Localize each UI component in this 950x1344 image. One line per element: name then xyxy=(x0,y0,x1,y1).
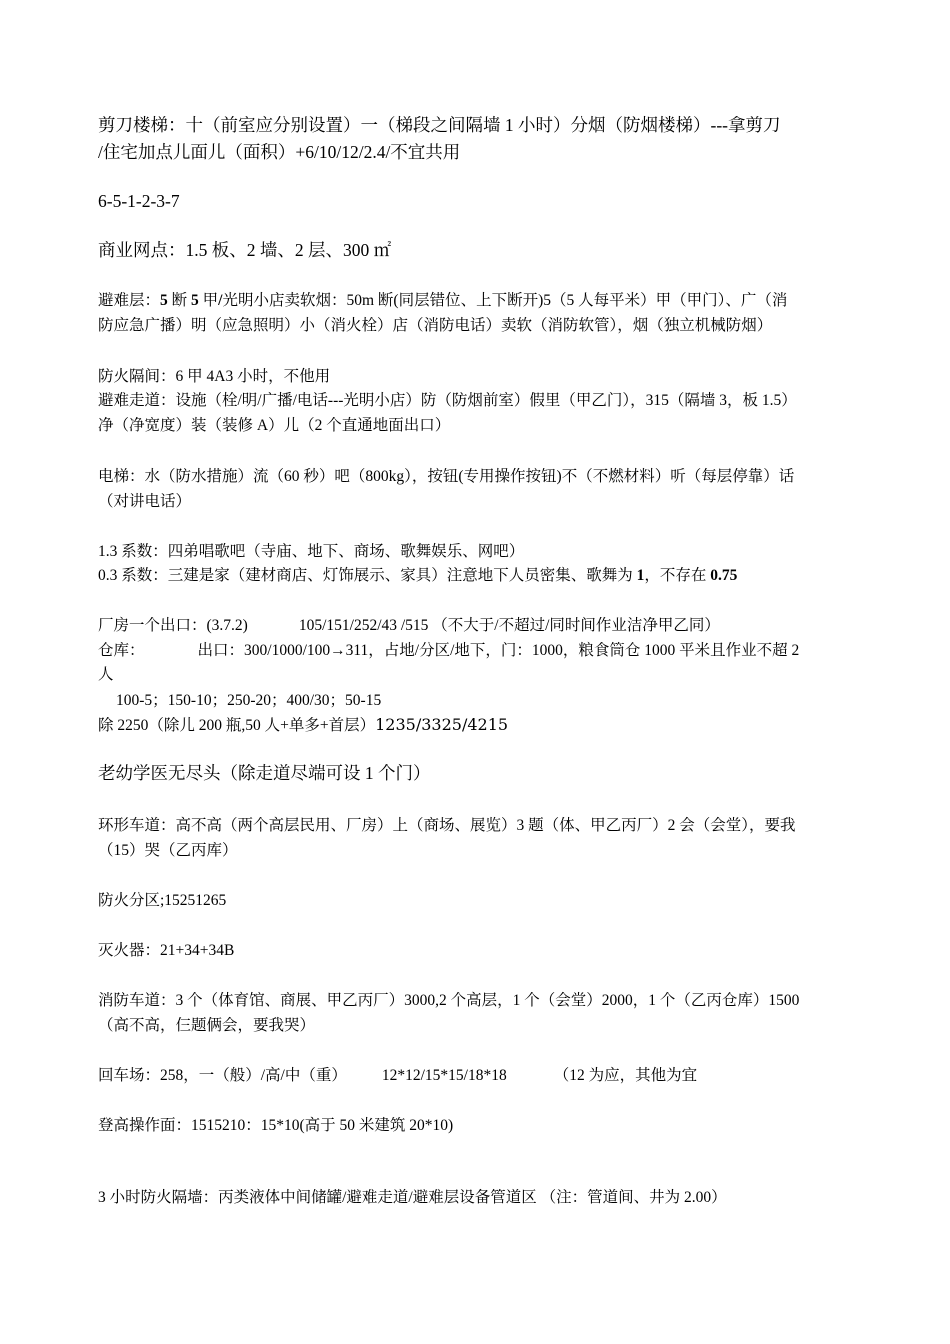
warehouse-line-cont: 人 xyxy=(98,666,114,683)
refuge-floor-bold-5a: 5 xyxy=(160,292,168,309)
warehouse-except-line xyxy=(98,717,508,734)
three-hour-wall-line: 3 小时防火隔墙：丙类液体中间储罐/避难走道/避难层设备管道区 （注：管道间、井为 2.00） xyxy=(98,1189,727,1206)
coefficient-0-3-bold-1: 1 xyxy=(636,567,645,584)
aerial-operation-line: 登高操作面：1515210：15*10(高于 50 米建筑 20*10) xyxy=(98,1117,454,1134)
factory-exit-line xyxy=(98,618,720,634)
refuge-floor-text-c: 光明小店卖软烟：50m 断(同层错位、上下断开)5（5 人每平米）甲（甲门）、广（消 xyxy=(222,292,788,309)
refuge-corridor-line-2: 净（净宽度）装（装修 A）儿（2 个直通地面出口） xyxy=(98,417,451,434)
elderly-school-hospital-line: 老幼学医无尽头（除走道尽端可设 1 个门） xyxy=(98,763,431,783)
refuge-floor-text-b: 甲 xyxy=(198,292,219,309)
refuge-floor-bold-5b: 5 xyxy=(191,292,199,309)
factory-exit-values: 105/151/252/43 /515 （不大于/不超过/同时间作业洁净甲乙同） xyxy=(298,617,720,634)
warehouse-line xyxy=(98,643,799,659)
refuge-floor-label: 避难层： xyxy=(98,292,161,309)
fire-lane-line-2: （高不高，仨题俩会，要我哭） xyxy=(98,1017,316,1034)
coefficient-0-3-text-b: ，不存在 xyxy=(644,567,711,584)
commercial-outlet-line: 商业网点：1.5 板、2 墙、2 层、300 ㎡ xyxy=(98,240,392,260)
warehouse-except-codes: 1235/3325/4215 xyxy=(375,715,509,734)
turnaround-text: 回车场：258，一（般）/高/中（重） xyxy=(98,1067,347,1084)
scissor-stair-line-2: /住宅加点儿面儿（面积）+6/10/12/2.4/不宜共用 xyxy=(98,142,461,162)
warehouse-ratios-line: 100-5；150-10；250-20；400/30；50-15 xyxy=(116,692,382,709)
turnaround-line xyxy=(98,1068,697,1084)
fire-compartment-room-line: 防火隔间：6 甲 4A3 小时，不他用 xyxy=(98,368,331,385)
warehouse-label: 仓库： xyxy=(98,642,145,659)
turnaround-sizes: 12*12/15*15/18*18 xyxy=(381,1067,507,1084)
coefficient-0-3-text-a: 0.3 系数：三建是家（建材商店、灯饰展示、家具）注意地下人员密集、歌舞为 xyxy=(98,567,637,584)
fire-zone-line: 防火分区;15251265 xyxy=(98,892,227,909)
scissor-stair-line-1: 剪刀楼梯：十（前室应分别设置）一（梯段之间隔墙 1 小时）分烟（防烟楼梯）---拿剪刀 xyxy=(98,115,781,135)
refuge-floor-line-2: 防应急广播）明（应急照明）小（消火栓）店（消防电话）卖软（消防软管），烟（独立机械防烟） xyxy=(98,317,773,334)
fire-lane-line-1: 消防车道：3 个（体育馆、商展、甲乙丙厂）3000,2 个高层，1 个（会堂）2000，1 个（乙丙仓库）1500 xyxy=(98,992,800,1009)
turnaround-note: （12 为应，其他为宜 xyxy=(553,1067,698,1084)
coefficient-0-3-bold-075: 0.75 xyxy=(710,567,738,584)
ring-road-line-2: （15）哭（乙丙库） xyxy=(98,842,238,859)
factory-exit-label: 厂房一个出口：(3.7.2) xyxy=(98,617,248,634)
refuge-floor-line-1 xyxy=(98,293,787,309)
coefficient-0-3-line xyxy=(98,568,737,584)
sequence-line: 6-5-1-2-3-7 xyxy=(98,191,180,211)
refuge-floor-bold-slash: / xyxy=(218,292,223,309)
coefficient-1-3-line: 1.3 系数：四弟唱歌吧（寺庙、地下、商场、歌舞娱乐、网吧） xyxy=(98,543,525,560)
warehouse-exit-text: 出口：300/1000/100→311，占地/分区/地下，门：1000，粮食筒仓 1000 平米且作业不超 2 xyxy=(197,642,800,659)
refuge-corridor-line-1: 避难走道：设施（栓/明/广播/电话---光明小店）防（防烟前室）假里（甲乙门），315（隔墙 3，板 1.5） xyxy=(98,392,797,409)
ring-road-line-1: 环形车道：高不高（两个高层民用、厂房）上（商场、展览）3 题（体、甲乙丙厂）2 会（会堂），要我 xyxy=(98,817,796,834)
elevator-line-1: 电梯：水（防水措施）流（60 秒）吧（800kg），按钮(专用操作按钮)不（不燃材料）听（每层停靠）话 xyxy=(98,468,795,485)
extinguisher-line: 灭火器：21+34+34B xyxy=(98,942,235,959)
warehouse-except-text: 除 2250（除儿 200 瓶,50 人+单多+首层） xyxy=(98,717,376,734)
elevator-line-2: （对讲电话） xyxy=(98,493,192,510)
refuge-floor-text-a: 断 xyxy=(167,292,192,309)
